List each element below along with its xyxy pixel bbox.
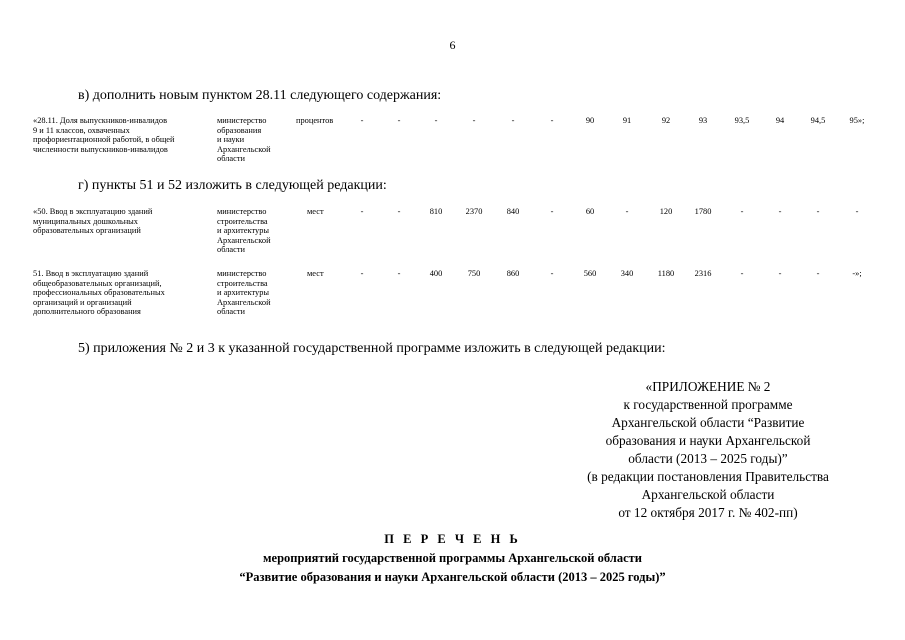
- appendix-line: области (2013 – 2025 годы)”: [628, 451, 788, 466]
- page-number: 6: [449, 38, 456, 52]
- value-cell: -: [816, 269, 820, 278]
- value-cell: -: [778, 269, 782, 278]
- row-51-unit: мест: [307, 269, 324, 278]
- value-cell: -: [434, 116, 438, 125]
- document-title-line2: “Развитие образования и науки Архангельской области (2013 – 2025 годы)”: [239, 570, 666, 584]
- value-cell: 1180: [657, 269, 675, 278]
- value-cell: -: [625, 207, 629, 216]
- row-50-executor: министерство строительства и архитектуры Архангельской области: [217, 207, 271, 255]
- row-28-11-name: «28.11. Доля выпускников-инвалидов 9 и 11 классов, охваченных профориентационной работой, в общей численности выпускников-инвалидов: [33, 116, 175, 154]
- value-cell: 1780: [694, 207, 712, 216]
- paragraph-v: в) дополнить новым пунктом 28.11 следующего содержания:: [78, 88, 442, 103]
- row-50-name: «50. Ввод в эксплуатацию зданий муниципальных дошкольных образовательных организаций: [33, 207, 153, 236]
- document-heading: П Е Р Е Ч Е Н Ь: [384, 532, 521, 546]
- paragraph-g: г) пункты 51 и 52 изложить в следующей редакции:: [78, 178, 387, 193]
- value-cell: -: [397, 116, 401, 125]
- value-cell: -: [550, 269, 554, 278]
- value-cell: -: [740, 207, 744, 216]
- value-cell: 92: [661, 116, 671, 125]
- value-cell: -: [360, 116, 364, 125]
- value-cell: 120: [659, 207, 673, 216]
- appendix-line: Архангельской области “Развитие: [611, 415, 805, 430]
- value-cell: 340: [620, 269, 634, 278]
- appendix-line: Архангельской области: [641, 487, 775, 502]
- value-cell: 95»;: [849, 116, 865, 125]
- appendix-line: образования и науки Архангельской: [605, 433, 811, 448]
- value-cell: 2370: [465, 207, 483, 216]
- value-cell: 94,5: [810, 116, 826, 125]
- value-cell: 810: [429, 207, 443, 216]
- row-51-executor: министерство строительства и архитектуры Архангельской области: [217, 269, 271, 317]
- value-cell: 93,5: [734, 116, 750, 125]
- value-cell: -: [360, 207, 364, 216]
- value-cell: 560: [583, 269, 597, 278]
- value-cell: 90: [585, 116, 595, 125]
- value-cell: 400: [429, 269, 443, 278]
- row-51-name: 51. Ввод в эксплуатацию зданий общеобразовательных организаций, профессиональных образовательных организаций и организаций дополнительного образования: [33, 269, 165, 317]
- value-cell: -: [816, 207, 820, 216]
- value-cell: -: [550, 207, 554, 216]
- value-cell: -: [472, 116, 476, 125]
- value-cell: -: [397, 207, 401, 216]
- appendix-header: [558, 378, 858, 522]
- value-cell: 750: [467, 269, 481, 278]
- appendix-line: к государственной программе: [623, 397, 793, 412]
- appendix-line: «ПРИЛОЖЕНИЕ № 2: [645, 379, 771, 394]
- row-28-11-unit: процентов: [296, 116, 334, 125]
- paragraph-5: 5) приложения № 2 и 3 к указанной государственной программе изложить в следующей редакции:: [78, 341, 666, 356]
- value-cell: 91: [622, 116, 632, 125]
- value-cell: 860: [506, 269, 520, 278]
- value-cell: -: [740, 269, 744, 278]
- value-cell: -: [511, 116, 515, 125]
- value-cell: -: [360, 269, 364, 278]
- value-cell: 93: [698, 116, 708, 125]
- appendix-line: от 12 октября 2017 г. № 402-пп): [618, 505, 798, 520]
- value-cell: 840: [506, 207, 520, 216]
- value-cell: -: [855, 207, 859, 216]
- row-50-unit: мест: [307, 207, 324, 216]
- value-cell: 2316: [694, 269, 712, 278]
- value-cell: -»;: [852, 269, 862, 278]
- value-cell: -: [778, 207, 782, 216]
- value-cell: 60: [585, 207, 595, 216]
- value-cell: 94: [775, 116, 785, 125]
- value-cell: -: [550, 116, 554, 125]
- value-cell: -: [397, 269, 401, 278]
- appendix-line: (в редакции постановления Правительства: [587, 469, 829, 484]
- document-title-line1: мероприятий государственной программы Архангельской области: [263, 551, 642, 565]
- row-28-11-executor: министерство образования и науки Архангельской области: [217, 116, 271, 164]
